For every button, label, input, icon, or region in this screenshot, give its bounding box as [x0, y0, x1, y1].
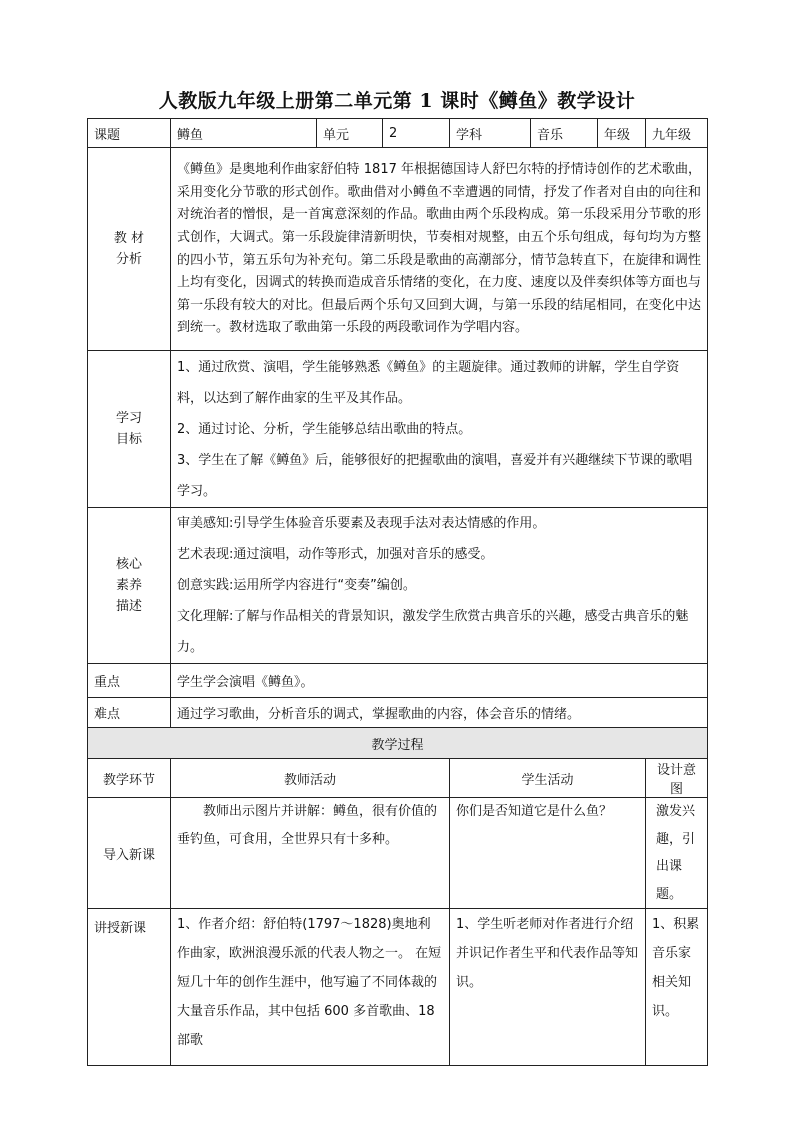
goals-label-line-2: 目标	[115, 432, 142, 447]
topic-value: 鳟鱼	[171, 119, 317, 148]
topic-label: 课题	[88, 119, 171, 148]
process-stage: 导入新课	[88, 798, 171, 909]
literacy-label-line-1: 核心	[115, 557, 142, 572]
process-col-intent: 设计意图	[646, 759, 708, 798]
analysis-text: 《鳟鱼》是奥地利作曲家舒伯特 1817 年根据德国诗人舒巴尔特的抒情诗创作的艺术歌曲，采用变化分节歌的形式创作。歌曲借对小鳟鱼不幸遭遇的同情，抒发了作者对自由的向往和对统治者的憎恨，是一首寓意深刻的作品。歌曲由两个乐段构成。第一乐段采用分节歌的形式创作，大调式。第一乐段旋律清新明快，节奏相对规整，由五个乐句组成，每句均为方整的四小节，第五乐句为补充句。第二乐段是歌曲的高潮部分，情节急转直下，在旋律和调性上均有变化，因调式的转换而造成音乐情绪的变化，在力度、速度以及伴奏织体等方面也与第一乐段有较大的对比。但最后两个乐句又回到大调，与第一乐段的结尾相同，在变化中达到统一。教材选取了歌曲第一乐段的两段歌词作为学唱内容。	[171, 148, 708, 351]
analysis-label	[88, 148, 171, 351]
process-stage: 讲授新课	[88, 909, 171, 1066]
process-row	[88, 798, 708, 909]
analysis-label-line-1: 教 材	[113, 231, 145, 246]
header-row	[88, 119, 708, 148]
process-row	[88, 909, 708, 1066]
literacy-label-line-3: 描述	[115, 599, 142, 614]
literacy-item: 文化理解:了解与作品相关的背景知识，激发学生欣赏古典音乐的兴趣，感受古典音乐的魅力。	[177, 609, 689, 655]
process-student: 1、学生听老师对作者进行介绍并识记作者生平和代表作品等知识。	[450, 909, 646, 1066]
literacy-list	[171, 508, 708, 664]
key-point-text: 学生学会演唱《鳟鱼》。	[171, 664, 708, 698]
literacy-row	[88, 508, 708, 664]
difficulty-label: 难点	[88, 698, 171, 728]
unit-label: 单元	[317, 119, 383, 148]
process-intent: 激发兴趣，引出课题。	[646, 798, 708, 909]
process-col-stage: 教学环节	[88, 759, 171, 798]
process-header-row	[88, 759, 708, 798]
subject-value: 音乐	[531, 119, 598, 148]
literacy-label-line-2: 素养	[115, 578, 142, 593]
process-intent: 1、积累音乐家相关知识。	[646, 909, 708, 1066]
goals-row	[88, 351, 708, 508]
process-title-row	[88, 728, 708, 759]
key-point-row	[88, 664, 708, 698]
key-point-label: 重点	[88, 664, 171, 698]
analysis-label-line-2: 分析	[115, 252, 142, 267]
process-col-student: 学生活动	[450, 759, 646, 798]
difficulty-text: 通过学习歌曲，分析音乐的调式，掌握歌曲的内容，体会音乐的情绪。	[171, 698, 708, 728]
process-teacher: 1、作者介绍：舒伯特(1797～1828)奥地利作曲家，欧洲浪漫乐派的代表人物之一。 在短短几十年的创作生涯中，他写遍了不同体裁的大量音乐作品，其中包括 600 多首歌曲、18 部歌	[171, 909, 450, 1066]
process-col-teacher: 教师活动	[171, 759, 450, 798]
literacy-item: 审美感知:引导学生体验音乐要素及表现手法对表达情感的作用。	[177, 516, 546, 531]
literacy-item: 艺术表现:通过演唱，动作等形式，加强对音乐的感受。	[177, 547, 494, 562]
grade-label: 年级	[598, 119, 646, 148]
goals-list	[171, 351, 708, 508]
literacy-item: 创意实践:运用所学内容进行“变奏”编创。	[177, 578, 416, 593]
goal-item: 1、通过欣赏、演唱，学生能够熟悉《鳟鱼》的主题旋律。通过教师的讲解，学生自学资料，以达到了解作曲家的生平及其作品。	[177, 359, 680, 406]
difficulty-row	[88, 698, 708, 728]
lesson-plan-table	[87, 118, 708, 1066]
literacy-label	[88, 508, 171, 664]
goals-label	[88, 351, 171, 508]
page-title: 人教版九年级上册第二单元第 1 课时《鳟鱼》教学设计	[158, 90, 636, 112]
goals-label-line-1: 学习	[115, 411, 142, 426]
process-title: 教学过程	[88, 728, 708, 759]
subject-label: 学科	[450, 119, 531, 148]
goal-item: 3、学生在了解《鳟鱼》后，能够很好的把握歌曲的演唱，喜爱并有兴趣继续下节课的歌唱学习。	[177, 452, 693, 499]
unit-value: 2	[383, 119, 450, 148]
process-teacher: 教师出示图片并讲解：鳟鱼，很有价值的垂钓鱼，可食用，全世界只有十多种。	[171, 798, 450, 909]
process-student: 你们是否知道它是什么鱼？	[450, 798, 646, 909]
analysis-row	[88, 148, 708, 351]
grade-value: 九年级	[646, 119, 708, 148]
goal-item: 2、通过讨论、分析，学生能够总结出歌曲的特点。	[177, 421, 472, 437]
